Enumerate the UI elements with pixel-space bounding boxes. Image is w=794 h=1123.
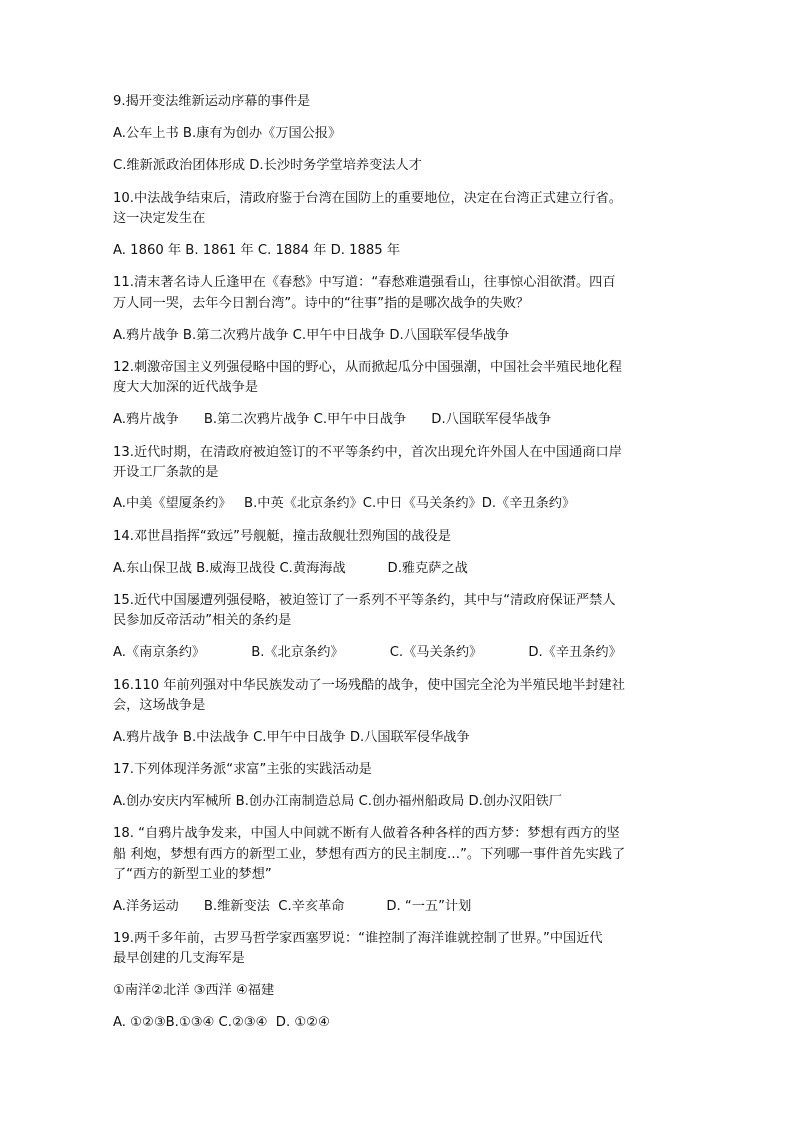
q11-stem-line-2: 万人同一哭，去年今日割台湾”。诗中的“往事”指的是哪次战争的失败？ — [113, 296, 530, 311]
q10-stem-line-1: 10.中法战争结束后，清政府鉴于台湾在国防上的重要地位，决定在台湾正式建立行省。 — [113, 191, 622, 206]
q19-stem-line-2: 最早创建的几支海军是 — [113, 951, 245, 966]
q18-options: A.洋务运动 B.维新变法 C.辛亥革命 D. “一五”计划 — [113, 899, 472, 914]
q15-stem-line-2: 民参加反帝活动”相关的条约是 — [113, 613, 292, 628]
q12-options: A.鸦片战争 B.第二次鸦片战争 C.甲午中日战争 D.八国联军侵华战争 — [113, 412, 552, 427]
q18-stem-line-3: 了“西方的新型工业的梦想” — [113, 867, 272, 882]
q10-stem-line-2: 这一决定发生在 — [113, 211, 206, 226]
q13-stem-line-2: 开设工厂条款的是 — [113, 465, 219, 480]
q11-options: A.鸦片战争 B.第二次鸦片战争 C.甲午中日战争 D.八国联军侵华战争 — [113, 328, 510, 343]
q16-stem-line-1: 16.110 年前列强对中华民族发动了一场残酷的战争，使中国完全沦为半殖民地半封建社 — [113, 678, 625, 693]
q19-items: ①南洋②北洋 ③西洋 ④福建 — [113, 983, 275, 998]
q16-options: A.鸦片战争 B.中法战争 C.甲午中日战争 D.八国联军侵华战争 — [113, 730, 470, 745]
q19-options: A. ①②③B.①③④ C.②③④ D. ①②④ — [113, 1015, 330, 1030]
q16-stem-line-2: 会，这场战争是 — [113, 698, 206, 713]
q15-options: A.《南京条约》 B.《北京条约》 C.《马关条约》 D.《辛丑条约》 — [113, 645, 622, 660]
q18-stem-line-2: 船 利炮，梦想有西方的新型工业，梦想有西方的民主制度…”。下列哪一事件首先实践了 — [113, 847, 626, 862]
q9-options-line-2: C.维新派政治团体形成 D.长沙时务学堂培养变法人才 — [113, 158, 422, 173]
q12-stem-line-2: 度大大加深的近代战争是 — [113, 380, 259, 395]
q10-options: A. 1860 年 B. 1861 年 C. 1884 年 D. 1885 年 — [113, 243, 401, 258]
q9-stem: 9.揭开变法维新运动序幕的事件是 — [113, 94, 311, 109]
q9-options-line-1: A.公车上书 B.康有为创办《万国公报》 — [113, 126, 342, 141]
q17-options: A.创办安庆内军械所 B.创办江南制造总局 C.创办福州船政局 D.创办汉阳铁厂 — [113, 794, 562, 809]
q19-stem-line-1: 19.两千多年前，古罗马哲学家西塞罗说：“谁控制了海洋谁就控制了世界。”中国近代 — [113, 931, 603, 946]
q13-stem-line-1: 13.近代时期，在清政府被迫签订的不平等条约中，首次出现允许外国人在中国通商口岸 — [113, 445, 622, 460]
q14-stem: 14.邓世昌指挥“致远”号舰艇，撞击敌舰壮烈殉国的战役是 — [113, 529, 451, 544]
q14-options: A.东山保卫战 B.威海卫战役 C.黄海海战 D.雅克萨之战 — [113, 561, 468, 576]
q15-stem-line-1: 15.近代中国屡遭列强侵略，被迫签订了一系列不平等条约，其中与“清政府保证严禁人 — [113, 593, 616, 608]
q12-stem-line-1: 12.刺激帝国主义列强侵略中国的野心，从而掀起瓜分中国强潮，中国社会半殖民地化程 — [113, 360, 622, 375]
q18-stem-line-1: 18. “自鸦片战争发来，中国人中间就不断有人做着各种各样的西方梦：梦想有西方的坚 — [113, 826, 620, 841]
q17-stem: 17.下列体现洋务派“求富”主张的实践活动是 — [113, 762, 372, 777]
q11-stem-line-1: 11.清末著名诗人丘逢甲在《春愁》中写道：“春愁难遣强看山，往事惊心泪欲潸。四百 — [113, 275, 616, 290]
q13-options: A.中美《望厦条约》 B.中英《北京条约》C.中日《马关条约》D.《辛丑条约》 — [113, 496, 576, 511]
